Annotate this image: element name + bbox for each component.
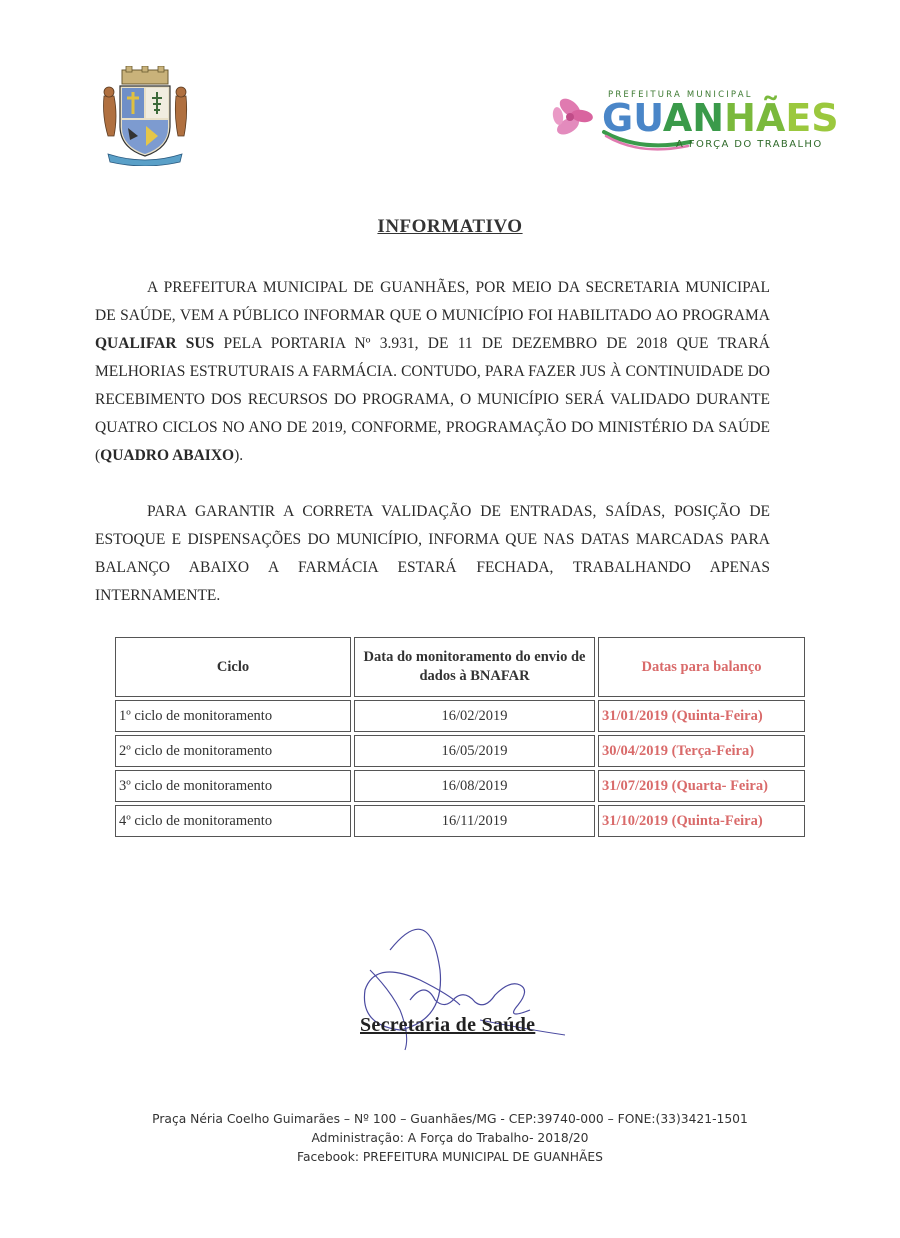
cell-ciclo: 2º ciclo de monitoramento [115, 735, 351, 767]
cell-envio: 16/05/2019 [354, 735, 595, 767]
logo-tagline: A FORÇA DO TRABALHO [676, 139, 823, 150]
table-row [115, 805, 805, 837]
logo-top-text: PREFEITURA MUNICIPAL [608, 90, 753, 100]
city-logo [548, 84, 838, 160]
cell-balanco: 31/01/2019 (Quinta-Feira) [598, 700, 805, 732]
table-row [115, 770, 805, 802]
footer-administration: Administração: A Força do Trabalho- 2018/20 [311, 1131, 589, 1145]
footer-address: Praça Néria Coelho Guimarães – Nº 100 – Guanhães/MG - CEP:39740-000 – FONE:(33)3421-1501 [152, 1112, 748, 1126]
header-ciclo: Ciclo [115, 637, 351, 697]
monitoring-table [112, 634, 808, 840]
cell-envio: 16/02/2019 [354, 700, 595, 732]
program-name: QUALIFAR SUS [95, 335, 215, 352]
header-envio: Data do monitoramento do envio de dados à BNAFAR [354, 637, 595, 697]
table-row [115, 700, 805, 732]
table-row [115, 735, 805, 767]
header-balanco: Datas para balanço [598, 637, 805, 697]
cell-balanco: 31/07/2019 (Quarta- Feira) [598, 770, 805, 802]
cell-balanco: 31/10/2019 (Quinta-Feira) [598, 805, 805, 837]
cell-ciclo: 3º ciclo de monitoramento [115, 770, 351, 802]
document-title: INFORMATIVO [377, 216, 523, 237]
signature-label: Secretaria de Saúde [360, 1014, 536, 1036]
cell-envio: 16/11/2019 [354, 805, 595, 837]
signature-drawing [330, 910, 570, 1060]
table-reference: QUADRO ABAIXO [100, 447, 235, 464]
paragraph-closure-notice: PARA GARANTIR A CORRETA VALIDAÇÃO DE ENTRADAS, SAÍDAS, POSIÇÃO DE ESTOQUE E DISPENSAÇÕES DO MUNICÍPIO, INFORMA QUE NAS DATAS MARCADAS PARA BALANÇO ABAIXO A FARMÁCIA ESTARÁ FECHADA, TRABALHANDO APENAS INTERNAMENTE. [95, 503, 770, 604]
coat-of-arms-icon [98, 66, 192, 166]
cell-balanco: 30/04/2019 (Terça-Feira) [598, 735, 805, 767]
cell-envio: 16/08/2019 [354, 770, 595, 802]
paragraph-program-info: A PREFEITURA MUNICIPAL DE GUANHÃES, POR MEIO DA SECRETARIA MUNICIPAL DE SAÚDE, VEM A PÚBLICO INFORMAR QUE O MUNICÍPIO FOI HABILITADO AO PROGRAMA QUALIFAR SUS PELA PORTARIA Nº 3.931, DE 11 DE DEZEMBRO DE 2018 QUE TRARÁ MELHORIAS ESTRUTURAIS A FARMÁCIA. CONTUDO, PARA FAZER JUS À CONTINUIDADE DO RECEBIMENTO DOS RECURSOS DO PROGRAMA, O MUNICÍPIO SERÁ VALIDADO DURANTE QUATRO CICLOS NO ANO DE 2019, CONFORME, PROGRAMAÇÃO DO MINISTÉRIO DA SAÚDE (QUADRO ABAIXO). [95, 279, 770, 464]
logo-name: GUANHÃES [602, 96, 839, 140]
footer [0, 1110, 900, 1167]
cell-ciclo: 1º ciclo de monitoramento [115, 700, 351, 732]
cell-ciclo: 4º ciclo de monitoramento [115, 805, 351, 837]
footer-facebook: Facebook: PREFEITURA MUNICIPAL DE GUANHÃES [297, 1150, 603, 1164]
table-header-row [115, 637, 805, 697]
